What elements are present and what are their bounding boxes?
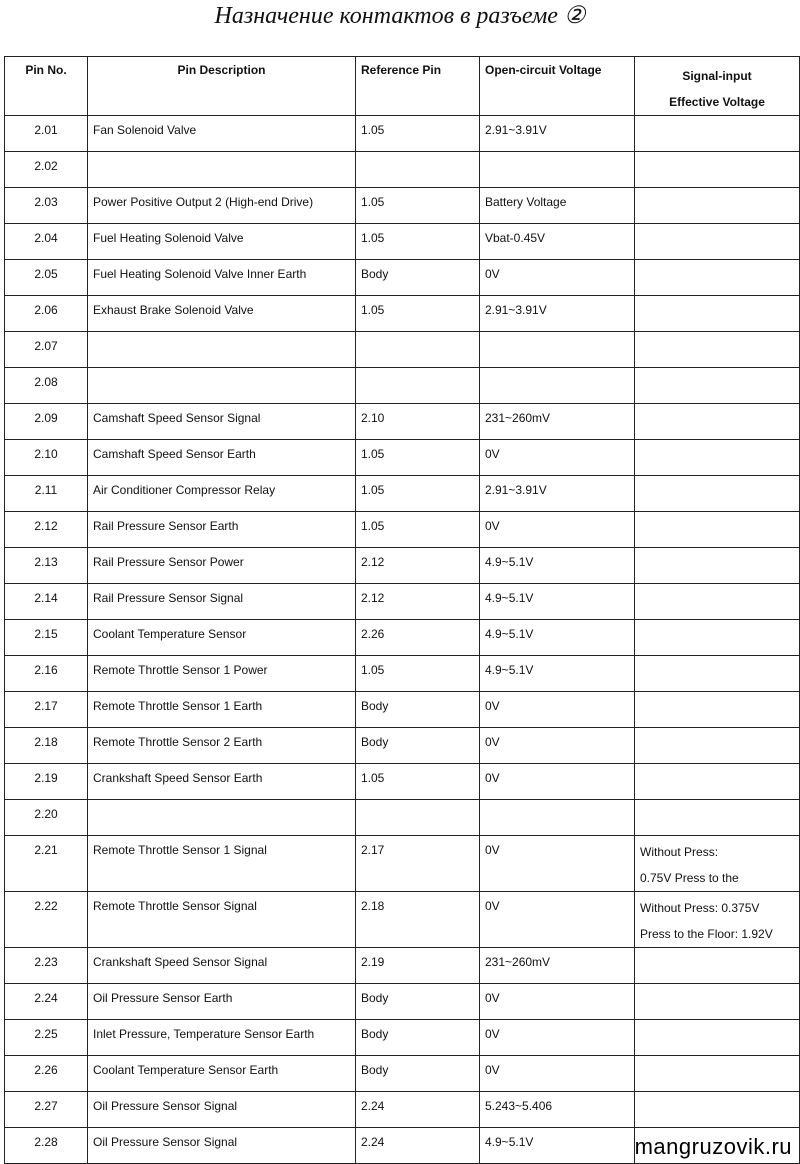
voltage-cell [480, 800, 635, 836]
voltage-cell: 2.91~3.91V [480, 296, 635, 332]
voltage-cell: 2.91~3.91V [480, 116, 635, 152]
reference-pin-cell: 1.05 [356, 116, 480, 152]
voltage-cell [480, 368, 635, 404]
pin-cell: 2.21 [5, 836, 88, 892]
description-cell: Coolant Temperature Sensor [88, 620, 356, 656]
pin-cell: 2.05 [5, 260, 88, 296]
voltage-cell: 231~260mV [480, 404, 635, 440]
pin-cell: 2.22 [5, 892, 88, 948]
reference-pin-cell: 2.26 [356, 620, 480, 656]
table-row [5, 984, 800, 1020]
description-cell [88, 800, 356, 836]
reference-pin-cell: 1.05 [356, 440, 480, 476]
voltage-cell: 0V [480, 892, 635, 948]
table-header-row [5, 57, 800, 116]
signal-voltage-cell [635, 984, 800, 1020]
table-row [5, 332, 800, 368]
signal-voltage-cell [635, 440, 800, 476]
pin-cell: 2.25 [5, 1020, 88, 1056]
pin-cell: 2.15 [5, 620, 88, 656]
description-cell: Fuel Heating Solenoid Valve [88, 224, 356, 260]
table-row [5, 440, 800, 476]
header-signal-line2: Effective Voltage [669, 95, 765, 109]
table-row [5, 1056, 800, 1092]
table-row [5, 260, 800, 296]
description-cell: Air Conditioner Compressor Relay [88, 476, 356, 512]
header-reference-pin: Reference Pin [356, 57, 480, 116]
pin-cell: 2.03 [5, 188, 88, 224]
signal-voltage-cell [635, 1056, 800, 1092]
pin-cell: 2.20 [5, 800, 88, 836]
signal-voltage-cell [635, 620, 800, 656]
reference-pin-cell: Body [356, 984, 480, 1020]
reference-pin-cell: 1.05 [356, 296, 480, 332]
voltage-cell: 5.243~5.406 [480, 1092, 635, 1128]
description-cell: Camshaft Speed Sensor Signal [88, 404, 356, 440]
reference-pin-cell: 2.19 [356, 948, 480, 984]
description-cell: Fuel Heating Solenoid Valve Inner Earth [88, 260, 356, 296]
voltage-cell: 231~260mV [480, 948, 635, 984]
reference-pin-cell [356, 332, 480, 368]
voltage-cell: 0V [480, 512, 635, 548]
table-row [5, 584, 800, 620]
reference-pin-cell: 1.05 [356, 656, 480, 692]
page-title: Назначение контактов в разъеме ② [214, 3, 586, 29]
voltage-cell: 0V [480, 1020, 635, 1056]
signal-voltage-cell [635, 152, 800, 188]
table-row [5, 892, 800, 948]
signal-voltage-cell [635, 368, 800, 404]
pin-cell: 2.16 [5, 656, 88, 692]
table-row [5, 656, 800, 692]
table-row [5, 620, 800, 656]
voltage-cell: Battery Voltage [480, 188, 635, 224]
reference-pin-cell: 2.12 [356, 584, 480, 620]
table-row [5, 116, 800, 152]
pin-cell: 2.04 [5, 224, 88, 260]
pin-cell: 2.26 [5, 1056, 88, 1092]
table-row [5, 548, 800, 584]
pin-cell: 2.06 [5, 296, 88, 332]
table-row [5, 296, 800, 332]
description-cell [88, 332, 356, 368]
pin-cell: 2.18 [5, 728, 88, 764]
description-cell [88, 368, 356, 404]
reference-pin-cell: 2.24 [356, 1092, 480, 1128]
description-cell: Fan Solenoid Valve [88, 116, 356, 152]
pin-cell: 2.07 [5, 332, 88, 368]
pin-cell: 2.08 [5, 368, 88, 404]
pin-cell: 2.28 [5, 1128, 88, 1164]
signal-voltage-cell [635, 892, 800, 948]
signal-line1: Without Press: 0.375V [640, 901, 760, 915]
signal-voltage-cell [635, 1092, 800, 1128]
reference-pin-cell [356, 800, 480, 836]
pin-cell: 2.01 [5, 116, 88, 152]
signal-voltage-cell [635, 512, 800, 548]
description-cell: Remote Throttle Sensor 1 Signal [88, 836, 356, 892]
reference-pin-cell: Body [356, 260, 480, 296]
description-cell: Remote Throttle Sensor 1 Earth [88, 692, 356, 728]
header-pin-description: Pin Description [88, 57, 356, 116]
voltage-cell: 4.9~5.1V [480, 584, 635, 620]
description-cell: Rail Pressure Sensor Earth [88, 512, 356, 548]
table-row [5, 764, 800, 800]
header-signal-line1: Signal-input [682, 69, 752, 83]
signal-voltage-cell [635, 836, 800, 892]
pin-cell: 2.13 [5, 548, 88, 584]
description-cell: Oil Pressure Sensor Signal [88, 1092, 356, 1128]
header-signal-input [635, 57, 800, 116]
table-row [5, 368, 800, 404]
signal-line2: 0.75V Press to the [640, 871, 739, 885]
pin-assignment-table [4, 56, 800, 1164]
pin-cell: 2.24 [5, 984, 88, 1020]
description-cell: Power Positive Output 2 (High-end Drive) [88, 188, 356, 224]
table-row [5, 1020, 800, 1056]
table-row [5, 476, 800, 512]
pin-cell: 2.27 [5, 1092, 88, 1128]
reference-pin-cell: Body [356, 728, 480, 764]
table-row [5, 512, 800, 548]
description-cell: Exhaust Brake Solenoid Valve [88, 296, 356, 332]
table-row [5, 948, 800, 984]
signal-voltage-cell [635, 332, 800, 368]
pin-cell: 2.14 [5, 584, 88, 620]
signal-line2: Press to the Floor: 1.92V [640, 927, 773, 941]
reference-pin-cell [356, 152, 480, 188]
table-row [5, 188, 800, 224]
reference-pin-cell: 2.12 [356, 548, 480, 584]
reference-pin-cell: Body [356, 692, 480, 728]
description-cell: Crankshaft Speed Sensor Signal [88, 948, 356, 984]
voltage-cell: 4.9~5.1V [480, 620, 635, 656]
signal-voltage-cell [635, 260, 800, 296]
description-cell: Rail Pressure Sensor Signal [88, 584, 356, 620]
reference-pin-cell: 2.10 [356, 404, 480, 440]
voltage-cell: 0V [480, 440, 635, 476]
voltage-cell: Vbat-0.45V [480, 224, 635, 260]
voltage-cell: 4.9~5.1V [480, 548, 635, 584]
description-cell: Oil Pressure Sensor Signal [88, 1128, 356, 1164]
reference-pin-cell: 2.18 [356, 892, 480, 948]
voltage-cell [480, 152, 635, 188]
signal-voltage-cell [635, 1020, 800, 1056]
pin-cell: 2.09 [5, 404, 88, 440]
description-cell: Remote Throttle Sensor Signal [88, 892, 356, 948]
pin-cell: 2.02 [5, 152, 88, 188]
pin-cell: 2.23 [5, 948, 88, 984]
reference-pin-cell [356, 368, 480, 404]
voltage-cell: 4.9~5.1V [480, 1128, 635, 1164]
pin-cell: 2.11 [5, 476, 88, 512]
voltage-cell: 0V [480, 692, 635, 728]
signal-voltage-cell [635, 800, 800, 836]
voltage-cell: 2.91~3.91V [480, 476, 635, 512]
table-row [5, 152, 800, 188]
table-row [5, 1092, 800, 1128]
table-row [5, 728, 800, 764]
reference-pin-cell: 1.05 [356, 476, 480, 512]
signal-voltage-cell [635, 948, 800, 984]
signal-voltage-cell [635, 692, 800, 728]
reference-pin-cell: 2.24 [356, 1128, 480, 1164]
signal-voltage-cell [635, 728, 800, 764]
voltage-cell: 0V [480, 1056, 635, 1092]
signal-voltage-cell [635, 656, 800, 692]
watermark: mangruzovik.ru [634, 1134, 792, 1159]
description-cell: Oil Pressure Sensor Earth [88, 984, 356, 1020]
reference-pin-cell: 2.17 [356, 836, 480, 892]
description-cell: Camshaft Speed Sensor Earth [88, 440, 356, 476]
description-cell: Remote Throttle Sensor 1 Power [88, 656, 356, 692]
description-cell: Remote Throttle Sensor 2 Earth [88, 728, 356, 764]
table-row [5, 836, 800, 892]
pin-cell: 2.10 [5, 440, 88, 476]
voltage-cell: 0V [480, 984, 635, 1020]
pin-cell: 2.12 [5, 512, 88, 548]
table-row [5, 692, 800, 728]
description-cell [88, 152, 356, 188]
description-cell: Inlet Pressure, Temperature Sensor Earth [88, 1020, 356, 1056]
reference-pin-cell: 1.05 [356, 224, 480, 260]
header-open-circuit-voltage: Open-circuit Voltage [480, 57, 635, 116]
table-row [5, 800, 800, 836]
header-pin-no: Pin No. [5, 57, 88, 116]
reference-pin-cell: Body [356, 1056, 480, 1092]
signal-voltage-cell [635, 404, 800, 440]
signal-voltage-cell [635, 584, 800, 620]
signal-voltage-cell [635, 116, 800, 152]
signal-voltage-cell [635, 188, 800, 224]
voltage-cell: 0V [480, 836, 635, 892]
table-row [5, 224, 800, 260]
pin-cell: 2.17 [5, 692, 88, 728]
table-row [5, 404, 800, 440]
signal-voltage-cell [635, 296, 800, 332]
signal-voltage-cell [635, 548, 800, 584]
signal-voltage-cell [635, 764, 800, 800]
pin-cell: 2.19 [5, 764, 88, 800]
reference-pin-cell: Body [356, 1020, 480, 1056]
voltage-cell: 0V [480, 764, 635, 800]
signal-line1: Without Press: [640, 845, 719, 859]
voltage-cell: 0V [480, 260, 635, 296]
voltage-cell [480, 332, 635, 368]
voltage-cell: 4.9~5.1V [480, 656, 635, 692]
signal-voltage-cell [635, 476, 800, 512]
description-cell: Rail Pressure Sensor Power [88, 548, 356, 584]
description-cell: Coolant Temperature Sensor Earth [88, 1056, 356, 1092]
reference-pin-cell: 1.05 [356, 188, 480, 224]
voltage-cell: 0V [480, 728, 635, 764]
reference-pin-cell: 1.05 [356, 764, 480, 800]
reference-pin-cell: 1.05 [356, 512, 480, 548]
signal-voltage-cell [635, 224, 800, 260]
description-cell: Crankshaft Speed Sensor Earth [88, 764, 356, 800]
